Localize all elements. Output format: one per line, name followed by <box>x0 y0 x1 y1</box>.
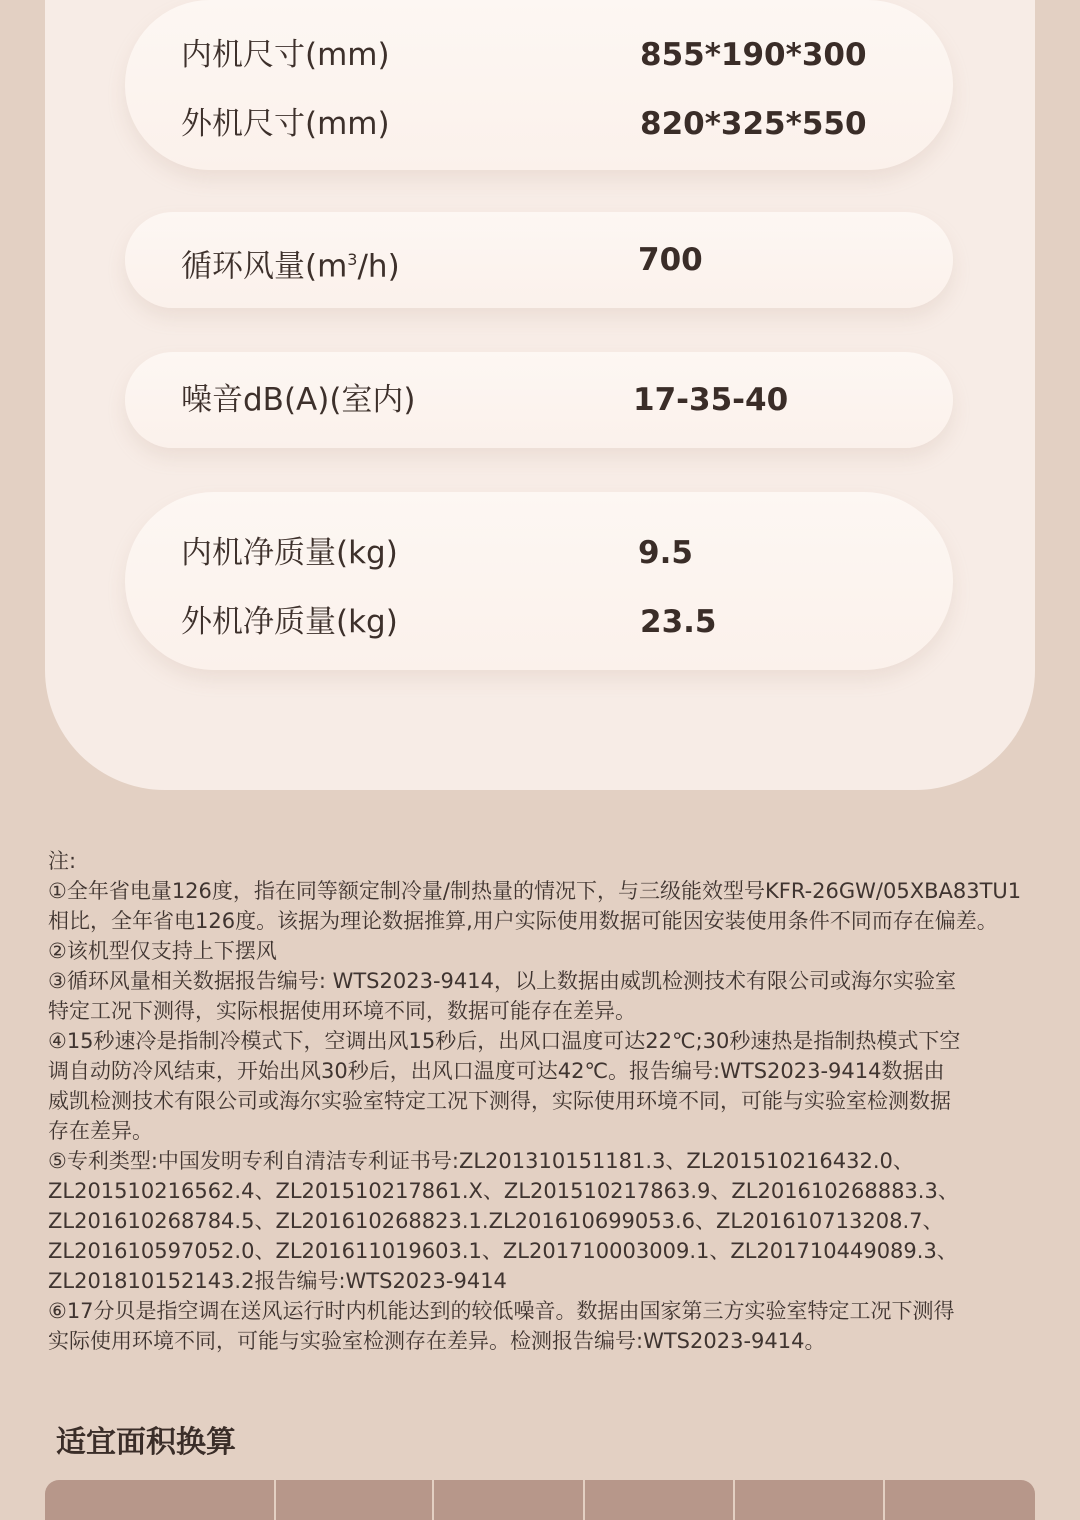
spec-row-noise <box>125 375 953 425</box>
spec-value: 700 <box>638 242 703 278</box>
spec-value: 23.5 <box>640 604 717 640</box>
footnotes <box>48 846 1038 1356</box>
note-line: ②该机型仅支持上下摆风 <box>48 939 277 963</box>
note-line: ZL201810152143.2报告编号:WTS2023-9414 <box>48 1269 507 1293</box>
spec-label: 内机尺寸(mm) <box>181 37 390 73</box>
spec-value: 17-35-40 <box>633 382 789 418</box>
table-header-cell <box>735 1480 886 1520</box>
airflow-card <box>125 212 953 308</box>
area-table-header <box>45 1480 1035 1520</box>
spec-row-airflow <box>125 235 953 285</box>
note-line: ③循环风量相关数据报告编号: WTS2023-9414，以上数据由威凯检测技术有限公司或海尔实验室 <box>48 969 956 993</box>
note-line: 存在差异。 <box>48 1119 153 1143</box>
note-line: ⑤专利类型:中国发明专利自清洁专利证书号:ZL201310151181.3、ZL201510216432.0、 <box>48 1149 914 1173</box>
note-line: 特定工况下测得，实际根据使用环境不同，数据可能存在差异。 <box>48 999 636 1023</box>
note-line: ZL201610268784.5、ZL201610268823.1.ZL201610699053.6、ZL201610713208.7、 <box>48 1209 944 1233</box>
table-header-cell <box>885 1480 1035 1520</box>
note-line: ZL201510216562.4、ZL201510217861.X、ZL201510217863.9、ZL201610268883.3、 <box>48 1179 959 1203</box>
weight-card <box>125 492 953 670</box>
table-header-cell <box>434 1480 585 1520</box>
spec-row-indoor-weight <box>125 528 953 578</box>
note-line: 实际使用环境不同，可能与实验室检测存在差异。检测报告编号:WTS2023-9414。 <box>48 1329 826 1353</box>
note-line: ④15秒速冷是指制冷模式下，空调出风15秒后，出风口温度可达22℃;30秒速热是指制热模式下空 <box>48 1029 961 1053</box>
spec-row-indoor-size <box>125 30 953 80</box>
note-line: 注: <box>48 849 77 873</box>
note-line: 调自动防冷风结束，开始出风30秒后，出风口温度可达42℃。报告编号:WTS2023-9414数据由 <box>48 1059 945 1083</box>
spec-label-main: 循环风量(m <box>181 248 348 285</box>
spec-label: 外机尺寸(mm) <box>181 106 390 142</box>
dimensions-card <box>125 0 953 170</box>
note-line: ①全年省电量126度，指在同等额定制冷量/制热量的情况下，与三级能效型号KFR-26GW/05XBA83TU1 <box>48 879 1022 903</box>
spec-panel <box>45 0 1035 790</box>
spec-value: 820*325*550 <box>640 106 867 142</box>
note-line: 相比，全年省电126度。该据为理论数据推算,用户实际使用数据可能因安装使用条件不同而存在偏差。 <box>48 909 998 933</box>
note-line: 威凯检测技术有限公司或海尔实验室特定工况下测得，实际使用环境不同，可能与实验室检测数据 <box>48 1089 951 1113</box>
noise-card <box>125 352 953 448</box>
spec-value: 9.5 <box>638 535 693 571</box>
table-header-cell <box>276 1480 435 1520</box>
table-header-cell <box>45 1480 276 1520</box>
note-line: ZL201610597052.0、ZL201611019603.1、ZL201710003009.1、ZL201710449089.3、 <box>48 1239 958 1263</box>
section-title: 适宜面积换算 <box>56 1425 236 1460</box>
spec-row-outdoor-size <box>125 99 953 149</box>
spec-label-tail: /h) <box>357 248 400 285</box>
spec-label-sup: 3 <box>347 250 358 269</box>
spec-label: 内机净质量(kg) <box>181 535 398 571</box>
spec-row-outdoor-weight <box>125 597 953 647</box>
note-line: ⑥17分贝是指空调在送风运行时内机能达到的较低噪音。数据由国家第三方实验室特定工况下测得 <box>48 1299 955 1323</box>
spec-label: 噪音dB(A)(室内) <box>181 382 416 418</box>
spec-label <box>181 235 400 291</box>
table-header-cell <box>585 1480 735 1520</box>
spec-value: 855*190*300 <box>640 37 867 73</box>
spec-label: 外机净质量(kg) <box>181 604 398 640</box>
